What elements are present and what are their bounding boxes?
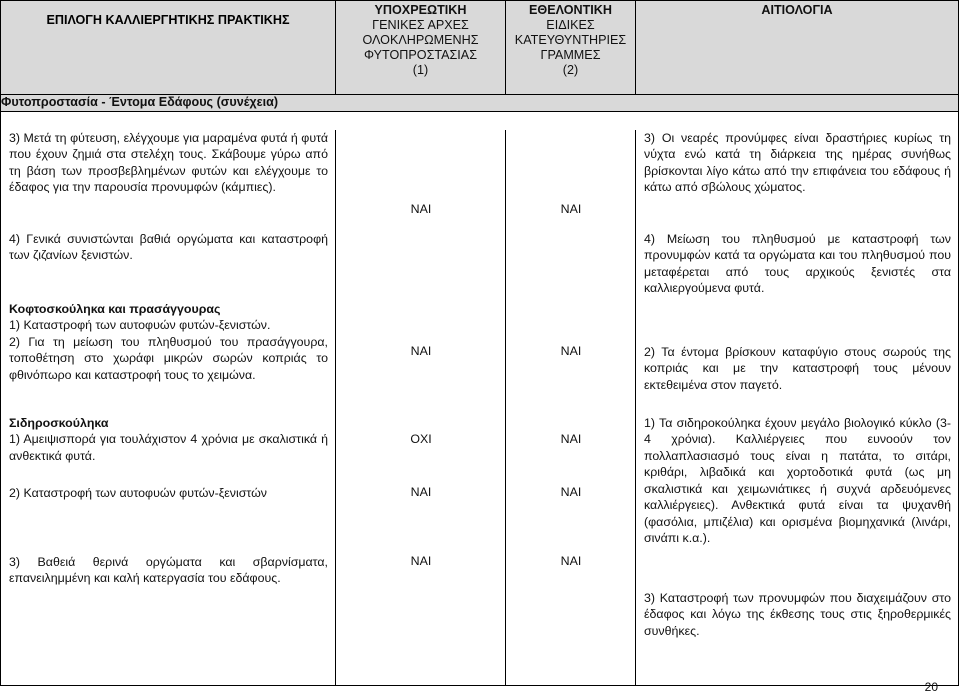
header-mandatory-line: ΦΥΤΟΠΡΟΣΤΑΣΙΑΣ bbox=[363, 48, 477, 62]
header-row bbox=[1, 1, 959, 95]
header-mandatory-line: ΓΕΝΙΚΕΣ ΑΡΧΕΣ bbox=[372, 18, 469, 32]
mandatory-sidiro-1: ΟΧΙ bbox=[410, 431, 432, 446]
page-number: 20 bbox=[924, 680, 938, 694]
header-voluntary bbox=[506, 1, 636, 95]
voluntary-kofto: ΝΑΙ bbox=[560, 343, 582, 358]
practice-column bbox=[1, 130, 336, 686]
sidiro-item-2: 2) Καταστροφή των αυτοφυών φυτών-ξενιστών bbox=[9, 485, 267, 500]
reason-r4: 4) Μείωση του πληθυσμού με καταστροφή των προνυμφών κατά τα οργώματα και του πληθυσμού που μεταφέρεται από τους αρχικούς ξενιστές στα καλλιεργούμενα φυτά. bbox=[644, 231, 951, 295]
mandatory-r3: ΝΑΙ bbox=[410, 201, 432, 216]
header-voluntary-line: ΓΡΑΜΜΕΣ bbox=[540, 48, 601, 62]
practice-kofto bbox=[1, 301, 336, 388]
practice-sidiro bbox=[1, 415, 336, 469]
reason-sidiro-1: 1) Τα σιδηροκούληκα έχουν μεγάλο βιολογικό κύκλο (3-4 χρόνια). Καλλιέργειες που ευνοούν τον πολλαπλασιασμό τους είναι η πατάτα, το σιτάρι, κριθάρι, λιβαδικά και χορτοδοτικά φυτά (ως μη σκαλιστικά και χειμωνιάτικες ή συχνά αρδευόμενες καλλιέργειες). Ανθεκτικά φυτά είναι τα ψυχανθή (φασόλια, μπιζέλια) και ορισμένα βιομηχανικά (λινάρι, σινάπι κ.α.). bbox=[644, 415, 951, 545]
mandatory-sidiro-3: ΝΑΙ bbox=[410, 553, 432, 568]
header-voluntary-line: ΚΑΤΕΥΘΥΝΤΗΡΙΕΣ bbox=[514, 33, 627, 47]
reason-r3: 3) Οι νεαρές προνύμφες είναι δραστήριες κυρίως τη νύχτα ενώ κατά τη διάρκεια της ημέρας συνήθως βρίσκονται λίγο κάτω από την επιφάνεια του εδάφους ή κάτω από σβώλους χώματος. bbox=[644, 130, 951, 194]
practice-r3: 3) Μετά τη φύτευση, ελέγχουμε για μαραμένα φυτά ή φυτά που έχουν ζημιά στα στελέχη τους. Σκάβουμε γύρω από τη βάση των προσβεβλημένων φυτών και ελέγχουμε το έδαφος για την παρουσία προνυμφών (κάμπιες). bbox=[9, 130, 328, 194]
kofto-item-1: 1) Καταστροφή των αυτοφυών φυτών-ξενιστών. bbox=[9, 318, 271, 332]
mandatory-kofto: ΝΑΙ bbox=[410, 343, 432, 358]
header-voluntary-line: ΕΙΔΙΚΕΣ bbox=[546, 18, 595, 32]
practice-r4: 4) Γενικά συνιστώνται βαθιά οργώματα και καταστροφή των ζιζανίων ξενιστών. bbox=[9, 231, 328, 262]
header-reason: ΑΙΤΙΟΛΟΓΙΑ bbox=[636, 1, 959, 95]
kofto-title: Κοφτοσκούληκα και πρασάγγουρας bbox=[9, 301, 221, 316]
header-mandatory-title: ΥΠΟΧΡΕΩΤΙΚΗ bbox=[374, 3, 467, 17]
body-row bbox=[1, 130, 959, 686]
sidiro-title: Σιδηροσκούληκα bbox=[9, 415, 109, 430]
voluntary-r3: ΝΑΙ bbox=[560, 201, 582, 216]
header-mandatory-line: (1) bbox=[412, 63, 429, 77]
mandatory-sidiro-2: ΝΑΙ bbox=[410, 484, 432, 499]
voluntary-sidiro-1: ΝΑΙ bbox=[560, 431, 582, 446]
sidiro-item-1: 1) Αμειψισπορά για τουλάχιστον 4 χρόνια με σκαλιστικά ή ανθεκτικά φυτά. bbox=[9, 432, 328, 463]
header-voluntary-title: ΕΘΕΛΟΝΤΙΚΗ bbox=[529, 3, 612, 17]
header-practice: ΕΠΙΛΟΓΗ ΚΑΛΛΙΕΡΓΗΤΙΚΗΣ ΠΡΑΚΤΙΚΗΣ bbox=[1, 1, 336, 95]
header-voluntary-line: (2) bbox=[562, 63, 579, 77]
reason-column bbox=[636, 130, 959, 686]
reason-sidiro-3: 3) Καταστροφή των προνυμφών που διαχειμάζουν στο έδαφος και λόγω της έκθεσης τους στις ξηροθερμικές συνθήκες. bbox=[644, 590, 951, 638]
spacer-row bbox=[1, 112, 959, 130]
sidiro-item-3: 3) Βαθειά θερινά οργώματα και σβαρνίσματα, επανειλημμένη και καλή κατεργασία του εδάφους. bbox=[9, 554, 328, 585]
voluntary-sidiro-2: ΝΑΙ bbox=[560, 484, 582, 499]
section-title: Φυτοπροστασία - Έντομα Εδάφους (συνέχεια) bbox=[1, 95, 959, 112]
voluntary-column bbox=[506, 130, 636, 686]
section-row bbox=[1, 95, 959, 112]
reason-kofto: 2) Τα έντομα βρίσκουν καταφύγιο στους σωρούς της κοπριάς και με την καταστροφή τους μένουν εκτεθειμένα στον παγετό. bbox=[644, 344, 951, 392]
kofto-item-2: 2) Για τη μείωση του πληθυσμού του πρασάγγουρα, τοποθέτηση στο χωράφι μικρών σωρών κοπριάς το φθινόπωρο και καταστροφή τους το χειμώνα. bbox=[9, 334, 328, 382]
header-mandatory bbox=[336, 1, 506, 95]
header-mandatory-line: ΟΛΟΚΛΗΡΩΜΕΝΗΣ bbox=[362, 33, 479, 47]
voluntary-sidiro-3: ΝΑΙ bbox=[560, 553, 582, 568]
mandatory-column bbox=[336, 130, 506, 686]
